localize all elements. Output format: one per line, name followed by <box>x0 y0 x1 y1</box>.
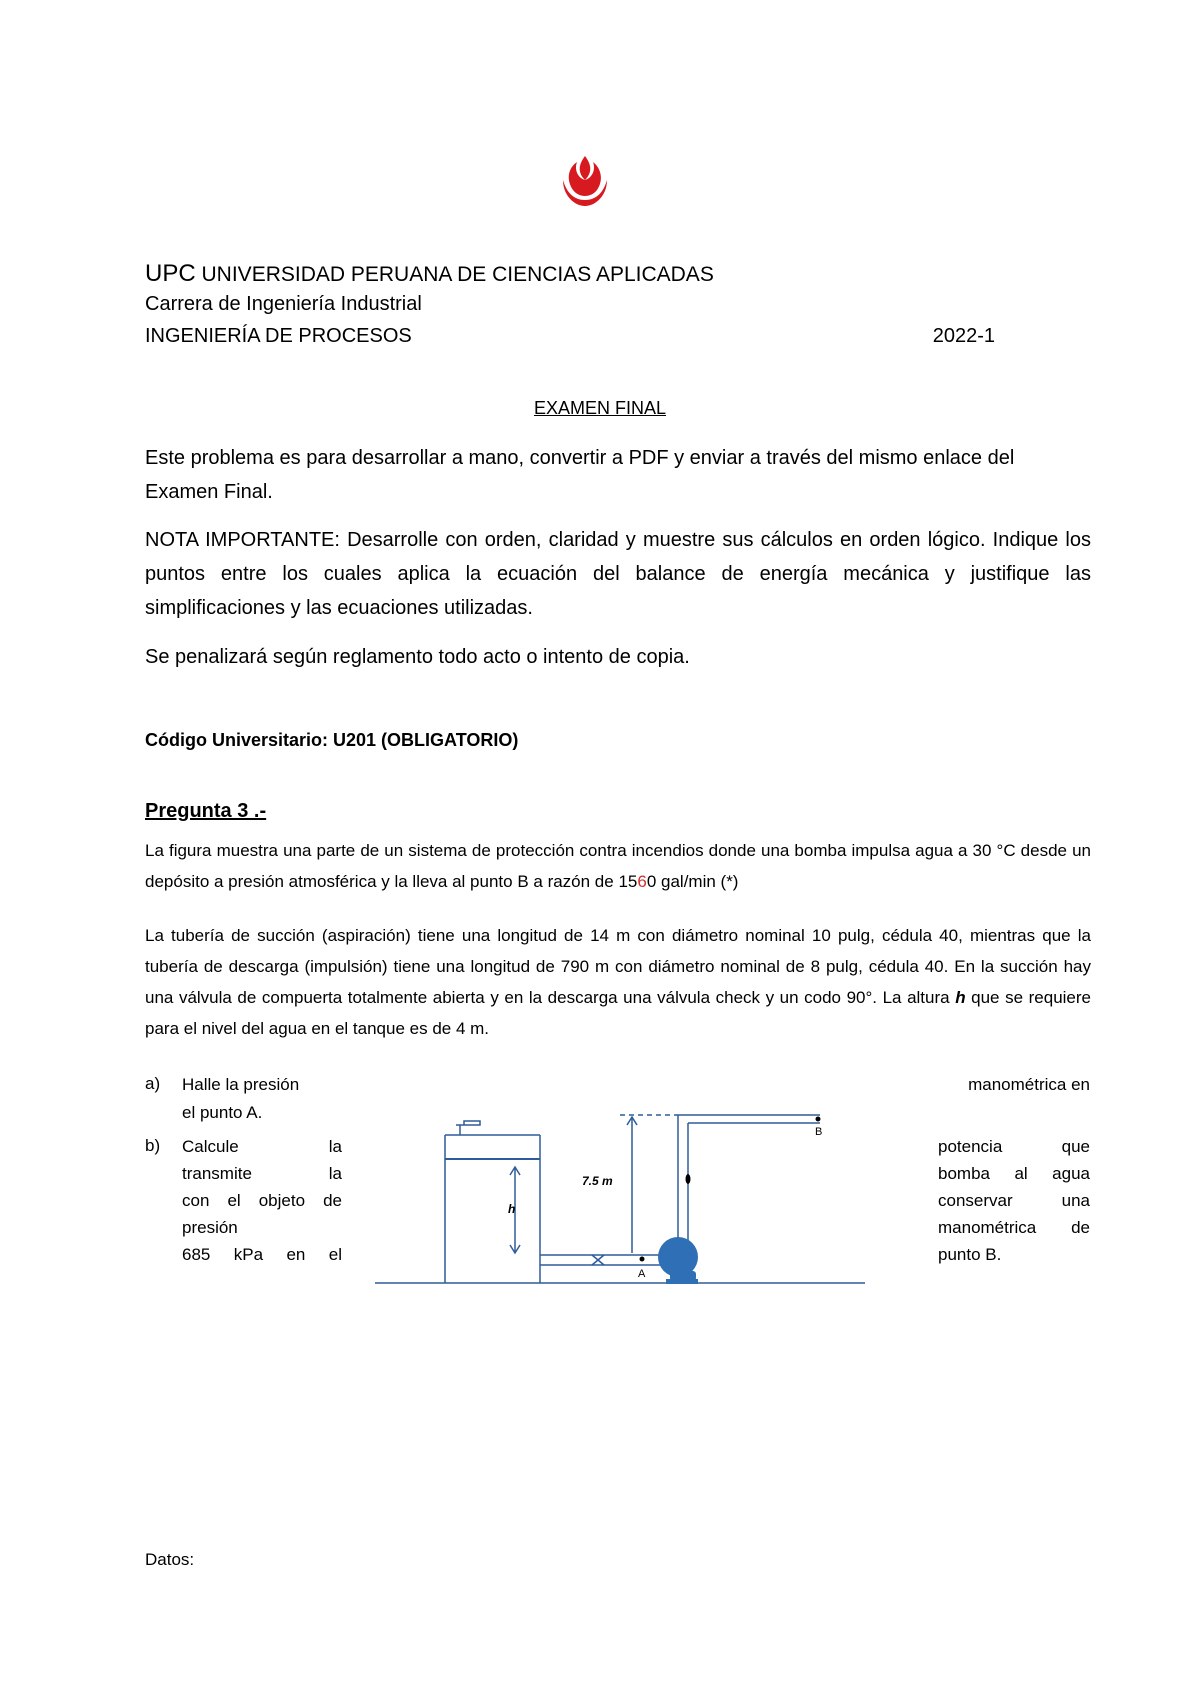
item-b-right4: manométrica de <box>938 1218 1090 1237</box>
check-valve <box>686 1174 691 1184</box>
term: 2022-1 <box>932 325 995 347</box>
item-b-left1: Calcule la <box>182 1137 342 1156</box>
item-a-left1: Halle la presión <box>182 1075 300 1094</box>
tank-vent <box>456 1121 480 1135</box>
point-a-dot <box>640 1257 645 1262</box>
item-b-letter: b) <box>145 1136 161 1155</box>
pump-system-diagram <box>370 1095 880 1300</box>
height-label: 7.5 m <box>582 1174 613 1188</box>
point-a-label: A <box>638 1268 646 1280</box>
instruction-p2: NOTA IMPORTANTE: Desarrolle con orden, claridad y muestre sus cálculos en orden lógico. Indique los puntos entre los cuales aplica la ecuación del balance de energía mecánica y justifique las simplificaciones y las ecuaciones utilizadas. <box>145 529 1091 619</box>
item-b-left3: con el objeto de <box>182 1191 342 1210</box>
point-b-label: B <box>815 1126 823 1138</box>
item-b-right2: bomba al agua <box>938 1164 1090 1183</box>
question-text-1a: La figura muestra una parte de un sistema de protección contra incendios donde una bomba impulsa agua a 30 °C desde un depósito a presión atmosférica y la lleva al punto B a razón de 15 <box>145 841 1091 891</box>
exam-title: EXAMEN FINAL <box>533 398 667 418</box>
point-b-dot <box>816 1117 821 1122</box>
corrected-digit: 6 <box>637 872 647 891</box>
item-a-left2: el punto A. <box>182 1103 263 1122</box>
course-line <box>145 325 995 348</box>
question-text-2a: La tubería de succión (aspiración) tiene una longitud de 14 m con diámetro nominal 10 pulg, cédula 40, mientras que la tubería de descarga (impulsión) tiene una longitud de 790 m con diámetro nominal de 8 pulg, cédula 40. En la succión hay una válvula de compuerta totalmente abierta y en la descarga una válvula check y un codo 90°. La altura <box>145 926 1091 1007</box>
career-name: Carrera de Ingeniería Industrial <box>145 293 422 315</box>
item-b-right1: potencia que <box>938 1137 1090 1156</box>
upc-acronym: UPC <box>145 260 196 287</box>
item-b-right5: punto B. <box>938 1245 1002 1264</box>
h-label: h <box>508 1202 516 1216</box>
question-text-2b: que se requiere para el nivel del agua en el tanque es de 4 m. <box>145 988 1091 1038</box>
student-code-label: Código Universitario: U201 (OBLIGATORIO) <box>145 730 519 750</box>
question-title: Pregunta 3 .- <box>145 800 267 822</box>
item-b-left2: transmite la <box>182 1164 342 1183</box>
course-name: INGENIERÍA DE PROCESOS <box>145 325 412 347</box>
question-text-2 <box>145 920 1091 1044</box>
item-b-right3: conservar una <box>938 1191 1090 1210</box>
upc-logo <box>555 150 615 210</box>
question-text-1 <box>145 835 1091 897</box>
gate-valve <box>592 1255 604 1265</box>
pump <box>658 1237 698 1284</box>
datos-label: Datos: <box>145 1550 195 1569</box>
item-b-left4: presión <box>182 1218 238 1237</box>
item-a-right: manométrica en <box>968 1075 1090 1094</box>
instruction-p1: Este problema es para desarrollar a mano, convertir a PDF y enviar a través del mismo enlace del Examen Final. <box>145 447 1015 503</box>
h-variable: h <box>955 988 966 1007</box>
instruction-p3: Se penalizará según reglamento todo acto o intento de copia. <box>145 646 690 668</box>
university-line <box>145 260 714 288</box>
item-b-left5: 685 kPa en el <box>182 1245 342 1264</box>
question-text-1b: 0 gal/min (*) <box>646 872 739 891</box>
university-name: UNIVERSIDAD PERUANA DE CIENCIAS APLICADAS <box>201 263 714 286</box>
item-a-letter: a) <box>145 1074 161 1093</box>
